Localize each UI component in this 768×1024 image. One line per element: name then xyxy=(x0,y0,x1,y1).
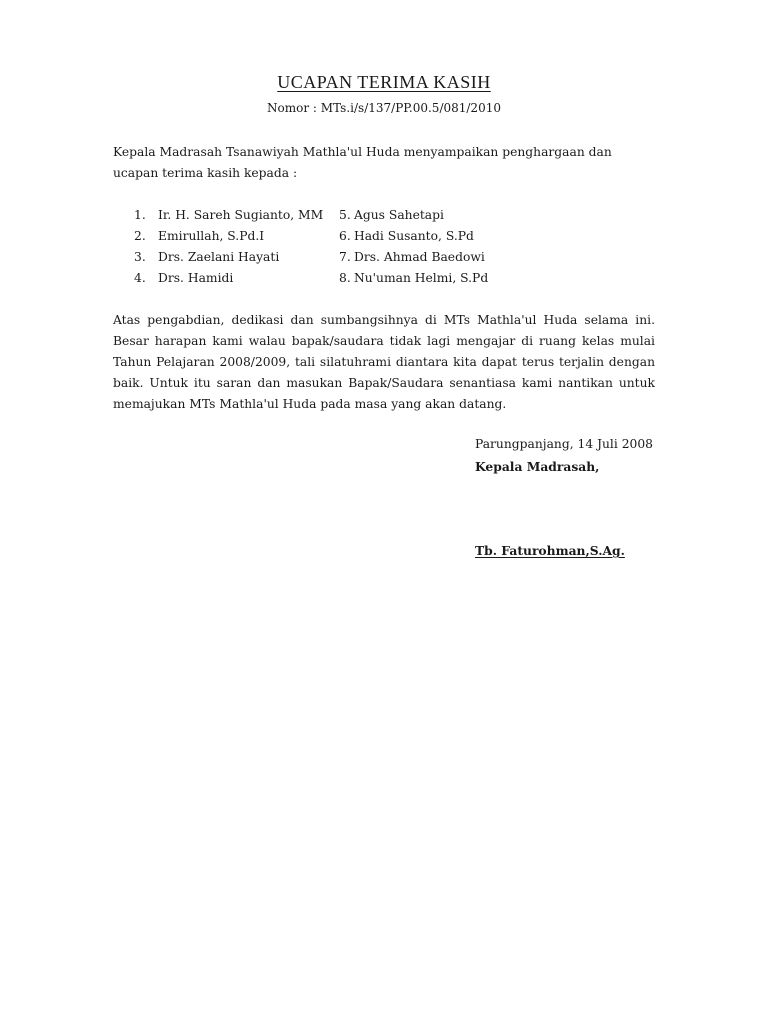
signatory-title: Kepala Madrasah, xyxy=(475,459,600,474)
body-paragraph: Atas pengabdian, dedikasi dan sumbangsihnya di MTs Mathla'ul Huda selama ini. Besar harapan kami walau bapak/saudara tidak lagi mengajar di ruang kelas mulai Tahun Pelajaran 2008/2009, tali silatuhrami diantara kita dapat terus terjalin dengan baik. Untuk itu saran dan masukan Bapak/Saudara senantiasa kami nantikan untuk memajukan MTs Mathla'ul Huda pada masa yang akan datang. xyxy=(113,313,655,411)
list-item xyxy=(134,205,323,226)
list-number: 2. xyxy=(134,229,146,243)
list-item xyxy=(134,268,323,289)
document-number: Nomor : MTs.i/s/137/PP.00.5/081/2010 xyxy=(267,101,501,115)
recipient-name: Ir. H. Sareh Sugianto, MM xyxy=(158,208,324,222)
list-item xyxy=(134,226,323,247)
list-number: 1. xyxy=(134,208,146,222)
list-item xyxy=(339,226,488,247)
recipient-name: Agus Sahetapi xyxy=(354,208,444,222)
list-number: 8. xyxy=(339,271,351,285)
list-item xyxy=(339,268,488,289)
list-number: 4. xyxy=(134,271,146,285)
document-title: UCAPAN TERIMA KASIH xyxy=(277,72,491,92)
recipient-name: Emirullah, S.Pd.I xyxy=(158,229,265,243)
recipient-name: Drs. Hamidi xyxy=(158,271,234,285)
signatory-name: Tb. Faturohman,S.Ag. xyxy=(475,543,625,558)
list-number: 5. xyxy=(339,208,351,222)
recipient-name: Drs. Ahmad Baedowi xyxy=(354,250,485,264)
recipient-name: Drs. Zaelani Hayati xyxy=(158,250,280,264)
place-date: Parungpanjang, 14 Juli 2008 xyxy=(475,437,653,451)
recipients-list-left xyxy=(134,205,323,289)
list-item xyxy=(339,247,488,268)
list-number: 3. xyxy=(134,250,146,264)
list-number: 6. xyxy=(339,229,351,243)
list-number: 7. xyxy=(339,250,351,264)
recipient-name: Nu'uman Helmi, S.Pd xyxy=(354,271,489,285)
recipients-list-right xyxy=(339,205,488,289)
list-item xyxy=(339,205,488,226)
intro-paragraph: Kepala Madrasah Tsanawiyah Mathla'ul Huda menyampaikan penghargaan dan ucapan terima kasih kepada : xyxy=(113,145,612,180)
recipient-name: Hadi Susanto, S.Pd xyxy=(354,229,474,243)
list-item xyxy=(134,247,323,268)
